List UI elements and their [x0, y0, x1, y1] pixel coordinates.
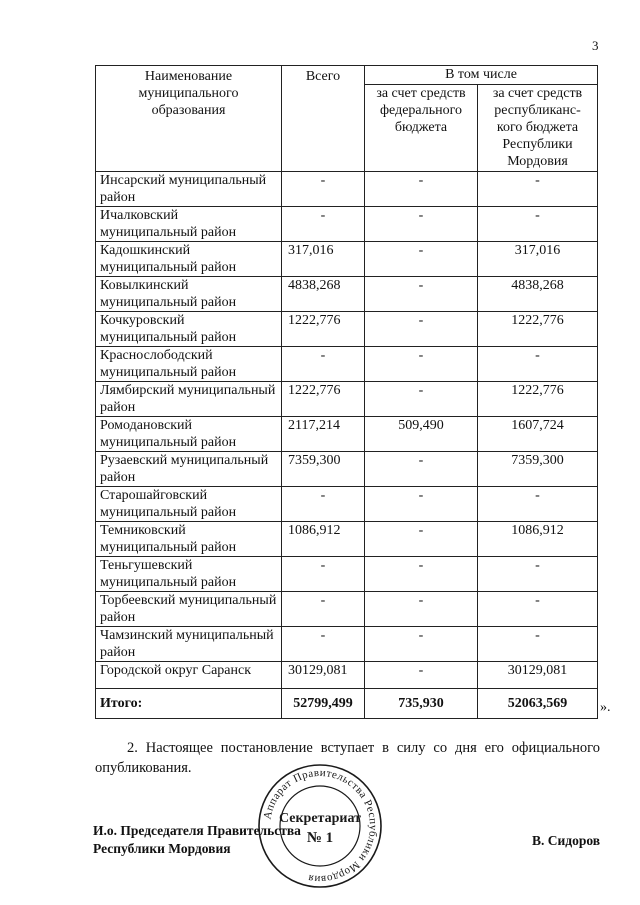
- cell-republic: -: [478, 627, 598, 662]
- cell-republic: -: [478, 487, 598, 522]
- table-row: [96, 312, 598, 347]
- header-republic: за счет средств республиканс-кого бюджета Республики Мордовия: [478, 85, 598, 172]
- effective-date-paragraph: 2. Настоящее постановление вступает в силу со дня его официального опубликования.: [95, 740, 600, 776]
- cell-total: -: [282, 487, 365, 522]
- cell-republic: -: [478, 172, 598, 207]
- page-number: 3: [592, 38, 599, 53]
- cell-name: Ромодановский муниципальный район: [96, 417, 282, 452]
- cell-republic: -: [478, 207, 598, 242]
- total-republic: 52063,569: [478, 689, 598, 719]
- table-row: [96, 557, 598, 592]
- table-row: [96, 417, 598, 452]
- table-row: [96, 627, 598, 662]
- cell-federal: -: [365, 382, 478, 417]
- budget-table: [95, 65, 598, 719]
- header-name: Наименование муниципального образования: [96, 66, 282, 172]
- cell-name: Инсарский муниципальный район: [96, 172, 282, 207]
- signer-title-line1: И.о. Председателя Правительства: [93, 823, 301, 838]
- cell-republic: 1222,776: [478, 312, 598, 347]
- cell-name: Теньгушевский муниципальный район: [96, 557, 282, 592]
- cell-total: -: [282, 557, 365, 592]
- table-row: [96, 522, 598, 557]
- cell-federal: -: [365, 662, 478, 689]
- cell-total: 1086,912: [282, 522, 365, 557]
- cell-federal: -: [365, 452, 478, 487]
- signer-title-line2: Республики Мордовия: [93, 841, 231, 856]
- cell-federal: 509,490: [365, 417, 478, 452]
- cell-name: Кадошкинский муниципальный район: [96, 242, 282, 277]
- cell-federal: -: [365, 592, 478, 627]
- cell-total: -: [282, 627, 365, 662]
- cell-republic: -: [478, 347, 598, 382]
- stamp-ring-text: Аппарат Правительства Республики Мордовия: [261, 766, 380, 886]
- cell-republic: -: [478, 592, 598, 627]
- official-stamp: [256, 762, 384, 890]
- cell-federal: -: [365, 487, 478, 522]
- cell-total: -: [282, 592, 365, 627]
- cell-total: 30129,081: [282, 662, 365, 689]
- cell-federal: -: [365, 242, 478, 277]
- table-row: [96, 172, 598, 207]
- cell-federal: -: [365, 172, 478, 207]
- cell-republic: 1607,724: [478, 417, 598, 452]
- cell-republic: -: [478, 557, 598, 592]
- cell-total: -: [282, 207, 365, 242]
- total-sum: 52799,499: [282, 689, 365, 719]
- cell-name: Торбеевский муниципальный район: [96, 592, 282, 627]
- cell-federal: -: [365, 522, 478, 557]
- cell-republic: 4838,268: [478, 277, 598, 312]
- cell-federal: -: [365, 557, 478, 592]
- cell-total: 1222,776: [282, 382, 365, 417]
- cell-republic: 30129,081: [478, 662, 598, 689]
- total-label: Итого:: [96, 689, 282, 719]
- cell-federal: -: [365, 312, 478, 347]
- cell-federal: -: [365, 277, 478, 312]
- cell-total: 7359,300: [282, 452, 365, 487]
- cell-total: -: [282, 347, 365, 382]
- cell-total: -: [282, 172, 365, 207]
- cell-republic: 7359,300: [478, 452, 598, 487]
- signer-name: В. Сидоров: [532, 833, 601, 848]
- cell-republic: 317,016: [478, 242, 598, 277]
- cell-federal: -: [365, 627, 478, 662]
- table-row: [96, 592, 598, 627]
- total-row: [96, 689, 598, 719]
- cell-name: Чамзинский муниципальный район: [96, 627, 282, 662]
- table-row: [96, 347, 598, 382]
- cell-name: Городской округ Саранск: [96, 662, 282, 689]
- header-total: Всего: [282, 66, 365, 172]
- cell-federal: -: [365, 207, 478, 242]
- cell-total: 1222,776: [282, 312, 365, 347]
- cell-federal: -: [365, 347, 478, 382]
- stamp-line2: № 1: [306, 830, 334, 846]
- cell-name: Рузаевский муниципальный район: [96, 452, 282, 487]
- cell-republic: 1222,776: [478, 382, 598, 417]
- cell-name: Ичалковский муниципальный район: [96, 207, 282, 242]
- table-row: [96, 662, 598, 689]
- table-row: [96, 487, 598, 522]
- header-federal: за счет средств федерального бюджета: [365, 85, 478, 172]
- cell-name: Темниковский муниципальный район: [96, 522, 282, 557]
- closing-quote: ».: [600, 700, 611, 715]
- cell-name: Лямбирский муниципальный район: [96, 382, 282, 417]
- svg-text:Аппарат Правительства Республи: [261, 767, 379, 885]
- table-row: [96, 277, 598, 312]
- cell-name: Старошайговский муниципальный район: [96, 487, 282, 522]
- cell-name: Кочкуровский муниципальный район: [96, 312, 282, 347]
- cell-name: Ковылкинский муниципальный район: [96, 277, 282, 312]
- header-including: В том числе: [365, 66, 598, 85]
- cell-republic: 1086,912: [478, 522, 598, 557]
- cell-total: 2117,214: [282, 417, 365, 452]
- table-row: [96, 207, 598, 242]
- table-row: [96, 452, 598, 487]
- total-federal: 735,930: [365, 689, 478, 719]
- stamp-line1: Секретариат: [279, 811, 361, 826]
- table-row: [96, 382, 598, 417]
- cell-total: 4838,268: [282, 277, 365, 312]
- table-body: [96, 172, 598, 689]
- cell-total: 317,016: [282, 242, 365, 277]
- table-row: [96, 242, 598, 277]
- cell-name: Краснослободский муниципальный район: [96, 347, 282, 382]
